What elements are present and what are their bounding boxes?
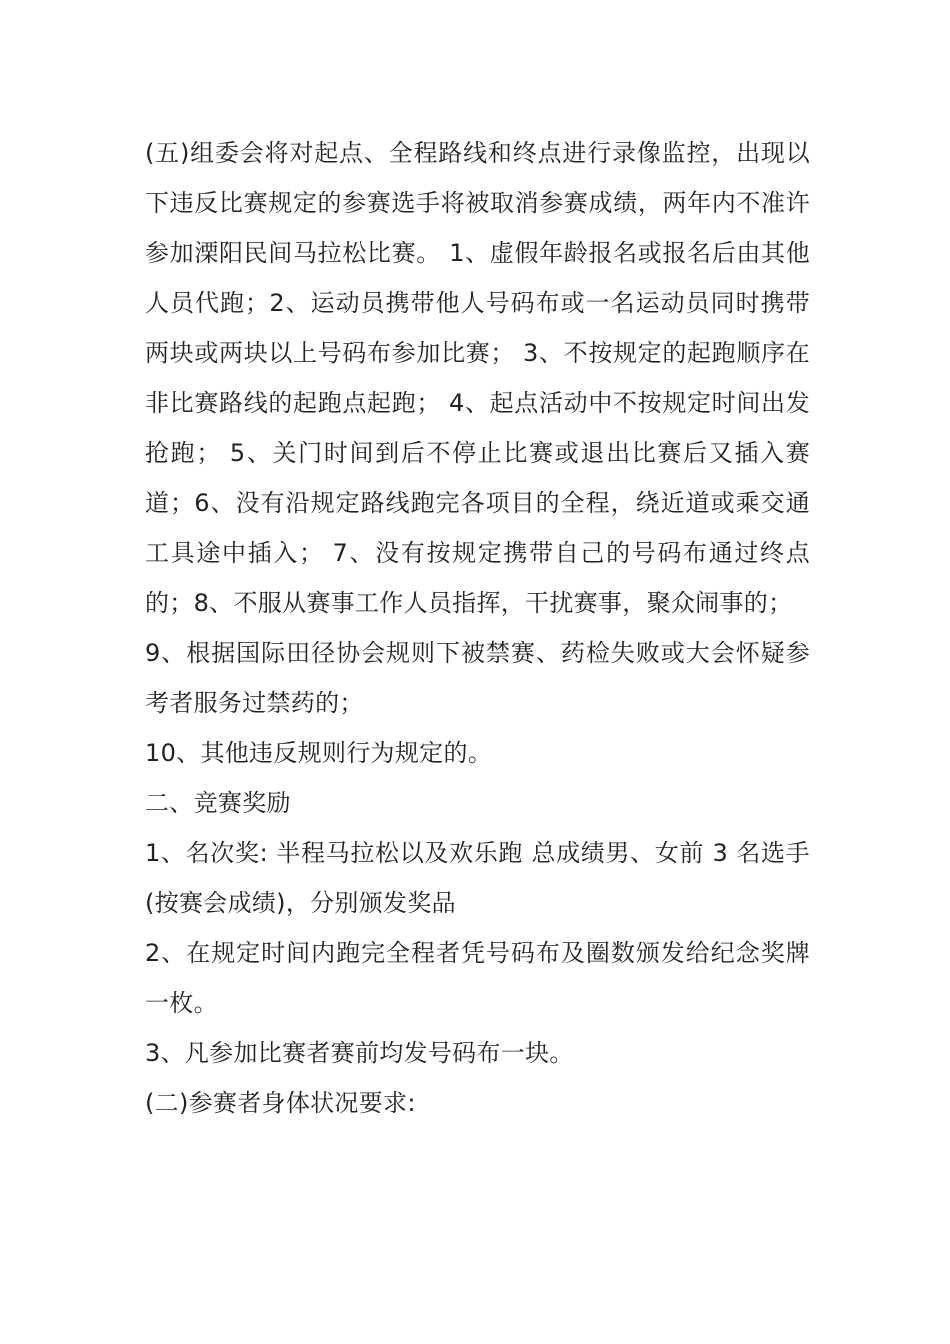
paragraph-rule-10: 10、其他违反规则行为规定的。 <box>145 739 493 767</box>
section-heading-health-requirements: (二)参赛者身体状况要求: <box>145 1089 416 1117</box>
paragraph-disqualification-rules: (五)组委会将对起点、全程路线和终点进行录像监控，出现以下违反比赛规定的参赛选手将被取消参赛成绩，两年内不准许参加溧阳民间马拉松比赛。 1、虚假年龄报名或报名后由其他人员代跑；2、运动员携带他人号码布或一名运动员同时携带两块或两块以上号码布参加比赛； 3、不按规定的起跑顺序在非比赛路线的起跑点起跑； 4、起点活动中不按规定时间出发抢跑； 5、关门时间到后不停止比赛或退出比赛后又插入赛道；6、没有沿规定路线跑完各项目的全程，绕近道或乘交通工具途中插入； 7、没有按规定携带自己的号码布通过终点的；8、不服从赛事工作人员指挥，干扰赛事，聚众闹事的； <box>145 139 810 617</box>
paragraph-award-2: 2、在规定时间内跑完全程者凭号码布及圈数颁发给纪念奖牌一枚。 <box>145 939 810 1017</box>
document-body <box>145 128 810 1128</box>
section-heading-awards: 二、竞赛奖励 <box>145 789 291 817</box>
paragraph-award-3: 3、凡参加比赛者赛前均发号码布一块。 <box>145 1039 574 1067</box>
paragraph-award-1: 1、名次奖: 半程马拉松以及欢乐跑 总成绩男、女前 3 名选手(按赛会成绩)，分别颁发奖品 <box>145 839 810 917</box>
paragraph-rule-9: 9、根据国际田径协会规则下被禁赛、药检失败或大会怀疑参考者服务过禁药的； <box>145 639 810 717</box>
